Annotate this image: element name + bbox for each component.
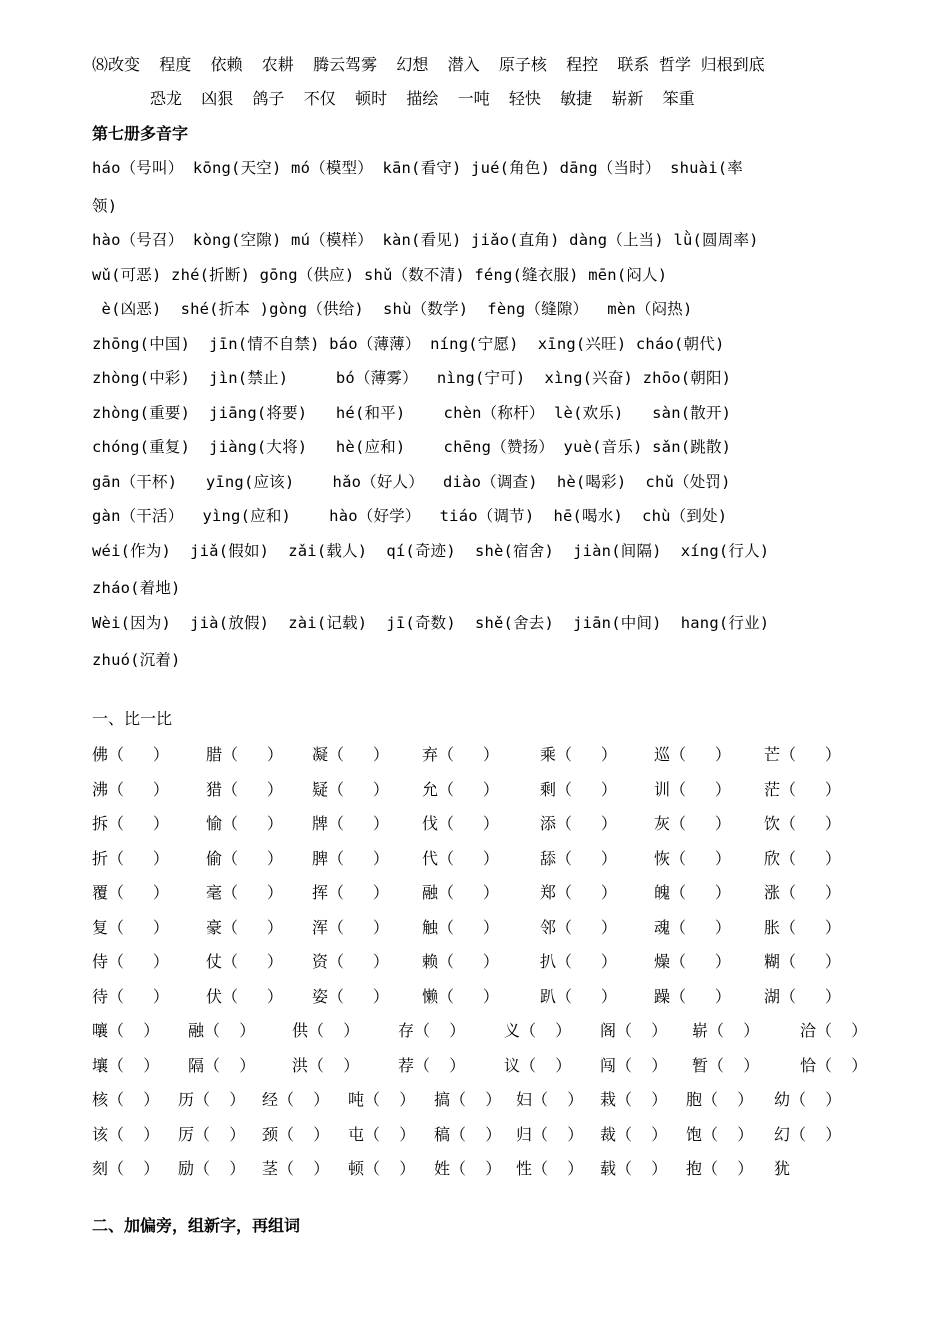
section-radical-heading: 二、加偏旁，组新字，再组词 <box>92 1216 301 1235</box>
compare-cell: 代（ ） <box>422 849 499 868</box>
compare-cell: 趴（ ） <box>540 987 617 1006</box>
compare-cell: 沸（ ） <box>92 780 169 799</box>
compare-cell: 赖（ ） <box>422 952 499 971</box>
compare-cell: 邻（ ） <box>540 918 617 937</box>
compare-cell: 暂（ ） <box>692 1056 760 1075</box>
compare-cell: 饮（ ） <box>764 814 841 833</box>
compare-cell: 荐（ ） <box>398 1056 466 1075</box>
compare-cell: 灰（ ） <box>654 814 731 833</box>
compare-cell: 归（ ） <box>516 1125 584 1144</box>
compare-cell: 佛（ ） <box>92 745 169 764</box>
compare-cell: 融（ ） <box>188 1021 256 1040</box>
compare-cell: 茫（ ） <box>764 780 841 799</box>
polyphone-line: gān（干杯) yīng(应该) hǎo（好人） diào（调查) hè(喝彩) chǔ（处罚) <box>92 473 731 491</box>
compare-cell: 触（ ） <box>422 918 499 937</box>
compare-cell: 湖（ ） <box>764 987 841 1006</box>
compare-cell: 历（ ） <box>178 1090 246 1109</box>
polyphone-line: zhòng(重要) jiāng(将要) hé(和平) chèn（称杆） lè(欢乐) sàn(散开) <box>92 404 732 422</box>
compare-cell: 洪（ ） <box>292 1056 360 1075</box>
compare-row <box>92 915 892 939</box>
compare-cell: 供（ ） <box>292 1021 360 1040</box>
compare-cell: 伏（ ） <box>206 987 283 1006</box>
compare-row <box>92 984 892 1008</box>
compare-cell: 幻（ ） <box>774 1125 842 1144</box>
compare-row <box>92 1087 892 1111</box>
polyphone-line: zhōng(中国) jīn(情不自禁) báo（薄薄） níng(宁愿) xīng(兴旺) cháo(朝代) <box>92 335 725 353</box>
compare-row <box>92 742 892 766</box>
polyphone-line: hào（号召） kòng(空隙) mú（模样） kàn(看见) jiǎo(直角) dàng（上当) lǜ(圆周率) <box>92 231 759 249</box>
polyphone-line: zhòng(中彩) jìn(禁止) bó（薄雾） nìng(宁可) xìng(兴奋) zhōo(朝阳) <box>92 369 732 387</box>
compare-cell: 弃（ ） <box>422 745 499 764</box>
compare-cell: 载（ ） <box>600 1159 668 1178</box>
compare-cell: 幼（ ） <box>774 1090 842 1109</box>
compare-cell: 性（ ） <box>516 1159 584 1178</box>
polyphone-line: zháo(着地) <box>92 579 181 597</box>
compare-cell: 阁（ ） <box>600 1021 668 1040</box>
compare-cell: 嚷（ ） <box>92 1021 160 1040</box>
compare-cell: 饱（ ） <box>686 1125 754 1144</box>
compare-row <box>92 949 892 973</box>
compare-cell: 该（ ） <box>92 1125 160 1144</box>
compare-cell: 扒（ ） <box>540 952 617 971</box>
compare-cell: 资（ ） <box>312 952 389 971</box>
compare-row <box>92 1053 892 1077</box>
section-compare-heading: 一、比一比 <box>92 709 173 728</box>
compare-cell: 糊（ ） <box>764 952 841 971</box>
compare-cell: 姓（ ） <box>434 1159 502 1178</box>
compare-cell: 燥（ ） <box>654 952 731 971</box>
compare-row <box>92 1122 892 1146</box>
polyphone-line: Wèi(因为) jià(放假) zài(记载) jī(奇数) shě(舍去) jiān(中间) hang(行业) <box>92 614 770 632</box>
compare-cell: 搞（ ） <box>434 1090 502 1109</box>
compare-cell: 折（ ） <box>92 849 169 868</box>
compare-cell: 复（ ） <box>92 918 169 937</box>
polyphone-line: wéi(作为) jiǎ(假如) zǎi(载人) qí(奇迹) shè(宿舍) jiàn(间隔) xíng(行人) <box>92 542 770 560</box>
compare-cell: 偷（ ） <box>206 849 283 868</box>
compare-cell: 隔（ ） <box>188 1056 256 1075</box>
compare-cell: 崭（ ） <box>692 1021 760 1040</box>
compare-cell: 脾（ ） <box>312 849 389 868</box>
compare-cell: 抱（ ） <box>686 1159 754 1178</box>
compare-cell: 覆（ ） <box>92 883 169 902</box>
polyphone-line: wǔ(可恶) zhé(折断) gōng（供应) shǔ（数不清) féng(缝衣服) mēn(闷人) <box>92 266 668 284</box>
compare-cell: 胞（ ） <box>686 1090 754 1109</box>
vocab-line-1: ⑻改变 程度 依赖 农耕 腾云驾雾 幻想 潜入 原子核 程控 联系 哲学 归根到底 <box>92 55 765 74</box>
compare-cell: 励（ ） <box>178 1159 246 1178</box>
compare-cell: 犹 <box>774 1159 791 1178</box>
compare-cell: 侍（ ） <box>92 952 169 971</box>
compare-cell: 恢（ ） <box>654 849 731 868</box>
compare-cell: 腊（ ） <box>206 745 283 764</box>
polyphone-line: zhuó(沉着) <box>92 651 181 669</box>
compare-cell: 屯（ ） <box>348 1125 416 1144</box>
compare-row <box>92 846 892 870</box>
compare-cell: 凝（ ） <box>312 745 389 764</box>
compare-cell: 巡（ ） <box>654 745 731 764</box>
compare-cell: 疑（ ） <box>312 780 389 799</box>
compare-cell: 豪（ ） <box>206 918 283 937</box>
vocab-line-2: 恐龙 凶狠 鸽子 不仅 顿时 描绘 一吨 轻快 敏捷 崭新 笨重 <box>150 89 695 108</box>
compare-cell: 义（ ） <box>504 1021 572 1040</box>
polyphone-line: háo（号叫） kōng(天空) mó（模型） kān(看守) jué(角色) dāng（当时） shuài(率 <box>92 159 743 177</box>
compare-cell: 裁（ ） <box>600 1125 668 1144</box>
compare-cell: 恰（ ） <box>800 1056 868 1075</box>
polyphone-line: chóng(重复) jiàng(大将) hè(应和) chēng（赞扬） yuè(音乐) sǎn(跳散) <box>92 438 732 456</box>
compare-cell: 议（ ） <box>504 1056 572 1075</box>
compare-cell: 妇（ ） <box>516 1090 584 1109</box>
compare-cell: 姿（ ） <box>312 987 389 1006</box>
compare-cell: 顿（ ） <box>348 1159 416 1178</box>
compare-cell: 舔（ ） <box>540 849 617 868</box>
compare-cell: 胀（ ） <box>764 918 841 937</box>
compare-cell: 魂（ ） <box>654 918 731 937</box>
compare-cell: 躁（ ） <box>654 987 731 1006</box>
compare-cell: 稿（ ） <box>434 1125 502 1144</box>
compare-cell: 添（ ） <box>540 814 617 833</box>
compare-cell: 颈（ ） <box>262 1125 330 1144</box>
polyphone-heading: 第七册多音字 <box>92 124 189 143</box>
compare-cell: 愉（ ） <box>206 814 283 833</box>
compare-cell: 拆（ ） <box>92 814 169 833</box>
compare-cell: 茎（ ） <box>262 1159 330 1178</box>
compare-cell: 训（ ） <box>654 780 731 799</box>
compare-cell: 刻（ ） <box>92 1159 160 1178</box>
compare-row <box>92 1018 892 1042</box>
compare-cell: 毫（ ） <box>206 883 283 902</box>
compare-cell: 允（ ） <box>422 780 499 799</box>
compare-row <box>92 880 892 904</box>
polyphone-line: 领) <box>92 197 118 215</box>
compare-cell: 厉（ ） <box>178 1125 246 1144</box>
compare-cell: 仗（ ） <box>206 952 283 971</box>
compare-cell: 挥（ ） <box>312 883 389 902</box>
compare-row <box>92 777 892 801</box>
compare-cell: 剩（ ） <box>540 780 617 799</box>
compare-cell: 核（ ） <box>92 1090 160 1109</box>
compare-cell: 涨（ ） <box>764 883 841 902</box>
compare-cell: 闯（ ） <box>600 1056 668 1075</box>
polyphone-line: gàn（干活） yìng(应和) hào（好学） tiáo（调节) hē(喝水) chù（到处) <box>92 507 728 525</box>
compare-cell: 洽（ ） <box>800 1021 868 1040</box>
compare-cell: 魄（ ） <box>654 883 731 902</box>
compare-cell: 经（ ） <box>262 1090 330 1109</box>
compare-cell: 浑（ ） <box>312 918 389 937</box>
compare-cell: 猎（ ） <box>206 780 283 799</box>
compare-cell: 存（ ） <box>398 1021 466 1040</box>
compare-row <box>92 1156 892 1180</box>
compare-cell: 郑（ ） <box>540 883 617 902</box>
polyphone-line: è(凶恶) shé(折本 )gòng（供给) shù（数学) fèng（缝隙） mèn（闷热) <box>92 300 693 318</box>
compare-cell: 欣（ ） <box>764 849 841 868</box>
compare-cell: 懒（ ） <box>422 987 499 1006</box>
compare-cell: 伐（ ） <box>422 814 499 833</box>
compare-cell: 吨（ ） <box>348 1090 416 1109</box>
compare-cell: 栽（ ） <box>600 1090 668 1109</box>
compare-cell: 待（ ） <box>92 987 169 1006</box>
compare-cell: 牌（ ） <box>312 814 389 833</box>
compare-cell: 壤（ ） <box>92 1056 160 1075</box>
compare-cell: 芒（ ） <box>764 745 841 764</box>
compare-cell: 融（ ） <box>422 883 499 902</box>
compare-cell: 乘（ ） <box>540 745 617 764</box>
compare-row <box>92 811 892 835</box>
